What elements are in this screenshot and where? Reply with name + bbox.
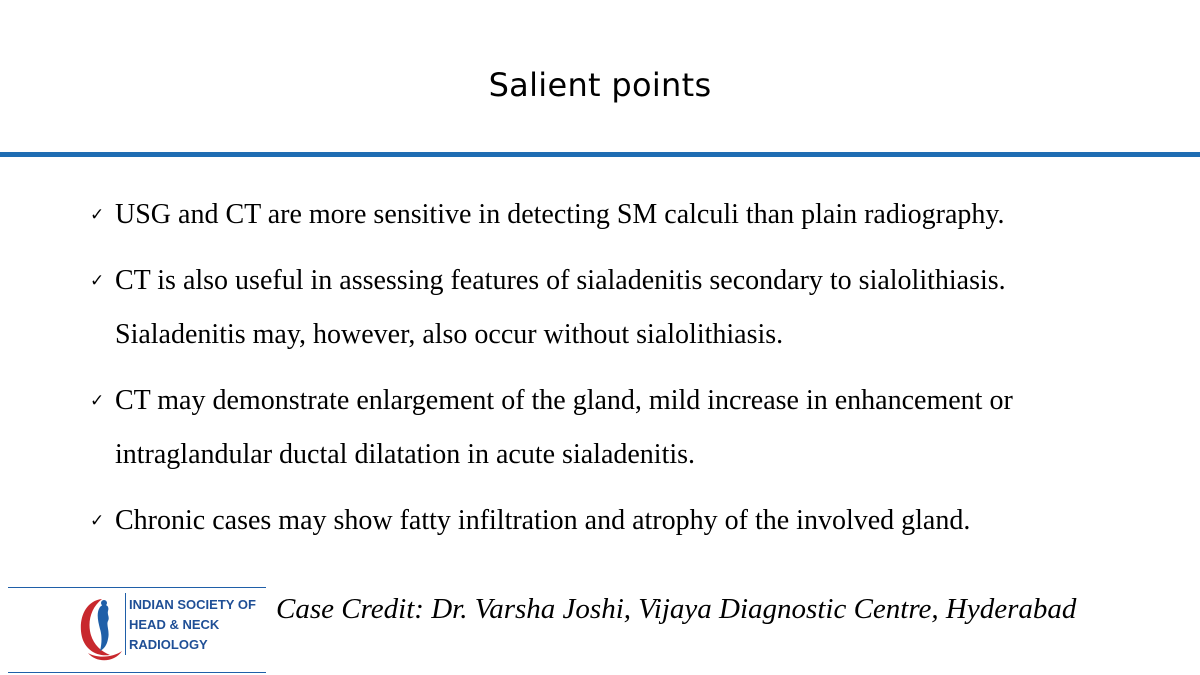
logo-divider <box>125 593 126 655</box>
checkmark-icon: ✓ <box>90 271 105 291</box>
bullet-item <box>90 254 1170 362</box>
logo-line: INDIAN SOCIETY OF <box>129 597 256 612</box>
bullet-line: Chronic cases may show fatty infiltration and atrophy of the involved gland. <box>115 505 971 536</box>
logo-rule <box>8 587 266 588</box>
logo-wordmark <box>129 595 256 655</box>
checkmark-icon: ✓ <box>90 511 105 531</box>
title-divider <box>0 152 1200 157</box>
logo-line: RADIOLOGY <box>129 637 208 652</box>
logo-line: HEAD & NECK <box>129 617 220 632</box>
checkmark-icon: ✓ <box>90 205 105 225</box>
bullet-line: USG and CT are more sensitive in detecting SM calculi than plain radiography. <box>115 199 1005 230</box>
bullet-line: CT may demonstrate enlargement of the gland, mild increase in enhancement or <box>115 385 1013 416</box>
head-neck-emblem-icon <box>74 591 124 665</box>
bullet-item <box>90 188 1170 242</box>
slide-title: Salient points <box>488 66 712 104</box>
case-credit: Case Credit: Dr. Varsha Joshi, Vijaya Diagnostic Centre, Hyderabad <box>276 593 1077 625</box>
bullet-line: intraglandular ductal dilatation in acute sialadenitis. <box>115 439 696 470</box>
logo-rule <box>8 672 266 673</box>
bullet-item <box>90 494 1170 548</box>
bullet-line: Sialadenitis may, however, also occur without sialolithiasis. <box>115 319 784 350</box>
bullet-line: CT is also useful in assessing features of sialadenitis secondary to sialolithiasis. <box>115 265 1006 296</box>
society-logo <box>8 587 266 673</box>
bullet-item <box>90 374 1170 482</box>
bullet-list <box>90 188 1170 560</box>
checkmark-icon: ✓ <box>90 391 105 411</box>
